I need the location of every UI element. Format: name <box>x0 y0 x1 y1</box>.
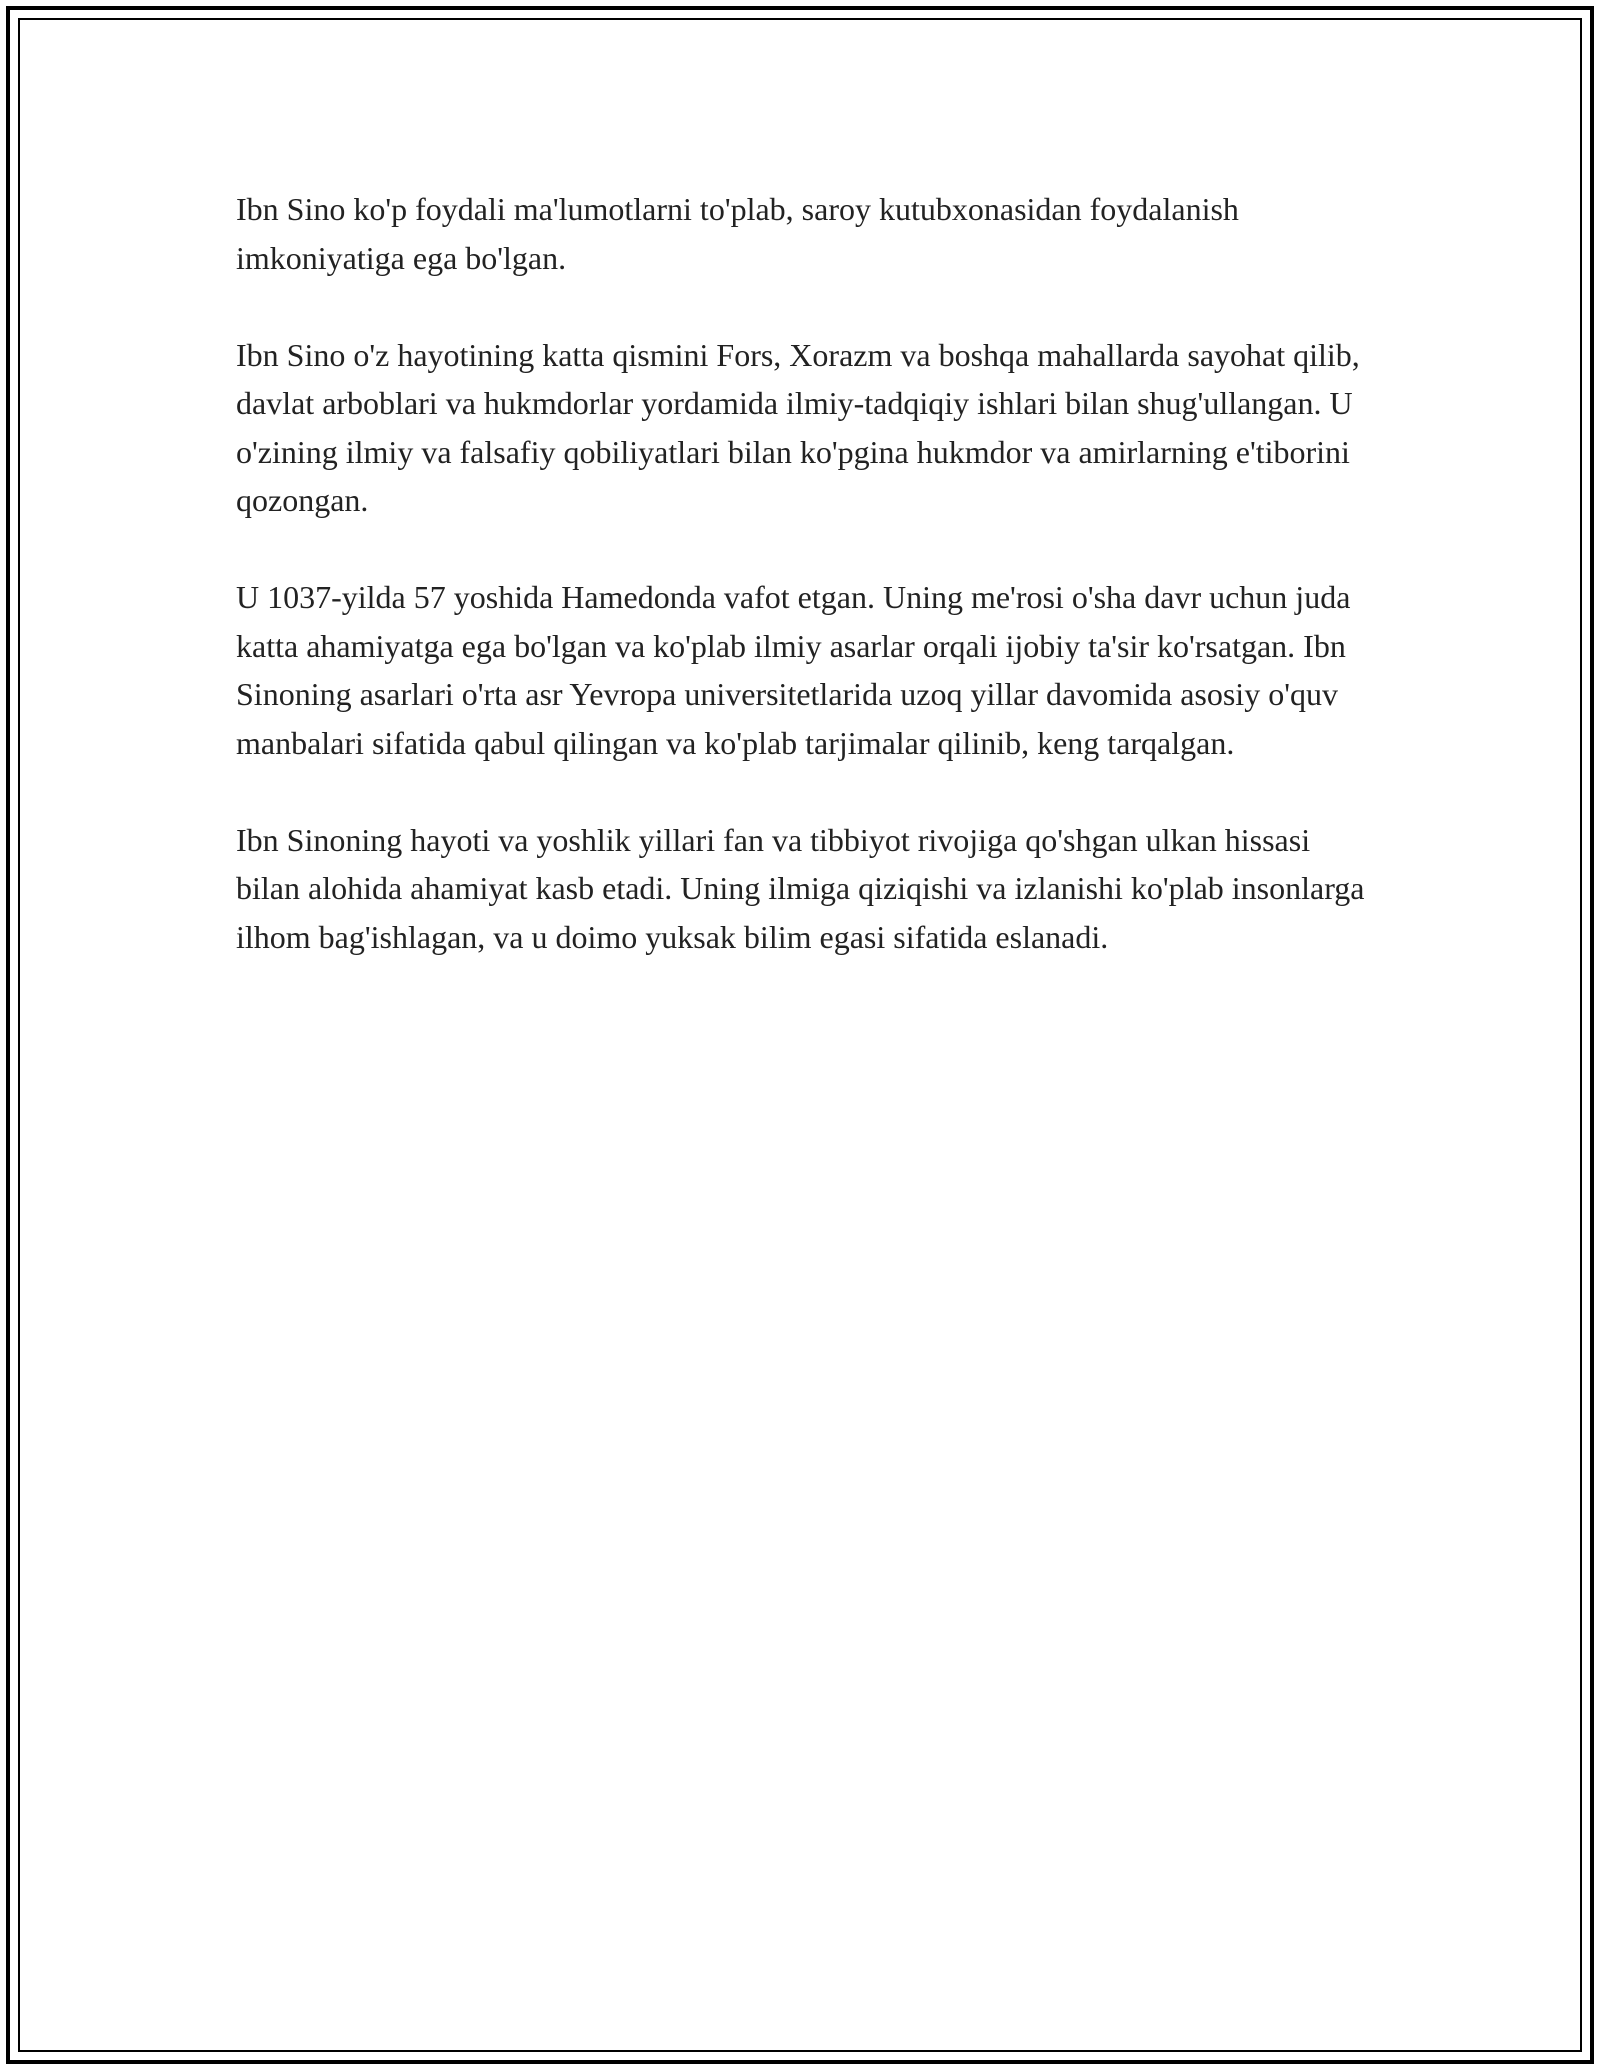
paragraph: Ibn Sinoning hayoti va yoshlik yillari fan va tibbiyot rivojiga qo'shgan ulkan hissasi bilan alohida ahamiyat kasb etadi. Uning ilmiga qiziqishi va izlanishi ko'plab insonlarga ilhom bag'ishlagan, va u doimo yuksak bilim egasi sifatida eslanadi. <box>236 821 1365 955</box>
paragraph: U 1037-yilda 57 yoshida Hamedonda vafot etgan. Uning me'rosi o'sha davr uchun juda katta ahamiyatga ega bo'lgan va ko'plab ilmiy asarlar orqali ijobiy ta'sir ko'rsatgan. Ibn Sinoning asarlari o'rta asr Yevropa universitetlarida uzoq yillar davomida asosiy o'quv manbalari sifatida qabul qilingan va ko'plab tarjimalar qilinib, keng tarqalgan. <box>236 579 1351 761</box>
paragraph: Ibn Sino o'z hayotining katta qismini Fors, Xorazm va boshqa mahallarda sayohat qilib, davlat arboblari va hukmdorlar yordamida ilmiy-tadqiqiy ishlari bilan shug'ullangan. U o'zining ilmiy va falsafiy qobiliyatlari bilan ko'pgina hukmdor va amirlarning e'tiborini qozongan. <box>236 336 1360 518</box>
document-body <box>236 185 1376 1010</box>
paragraph: Ibn Sino ko'p foydali ma'lumotlarni to'plab, saroy kutubxonasidan foydalanish imkoniyatiga ega bo'lgan. <box>236 191 1239 276</box>
